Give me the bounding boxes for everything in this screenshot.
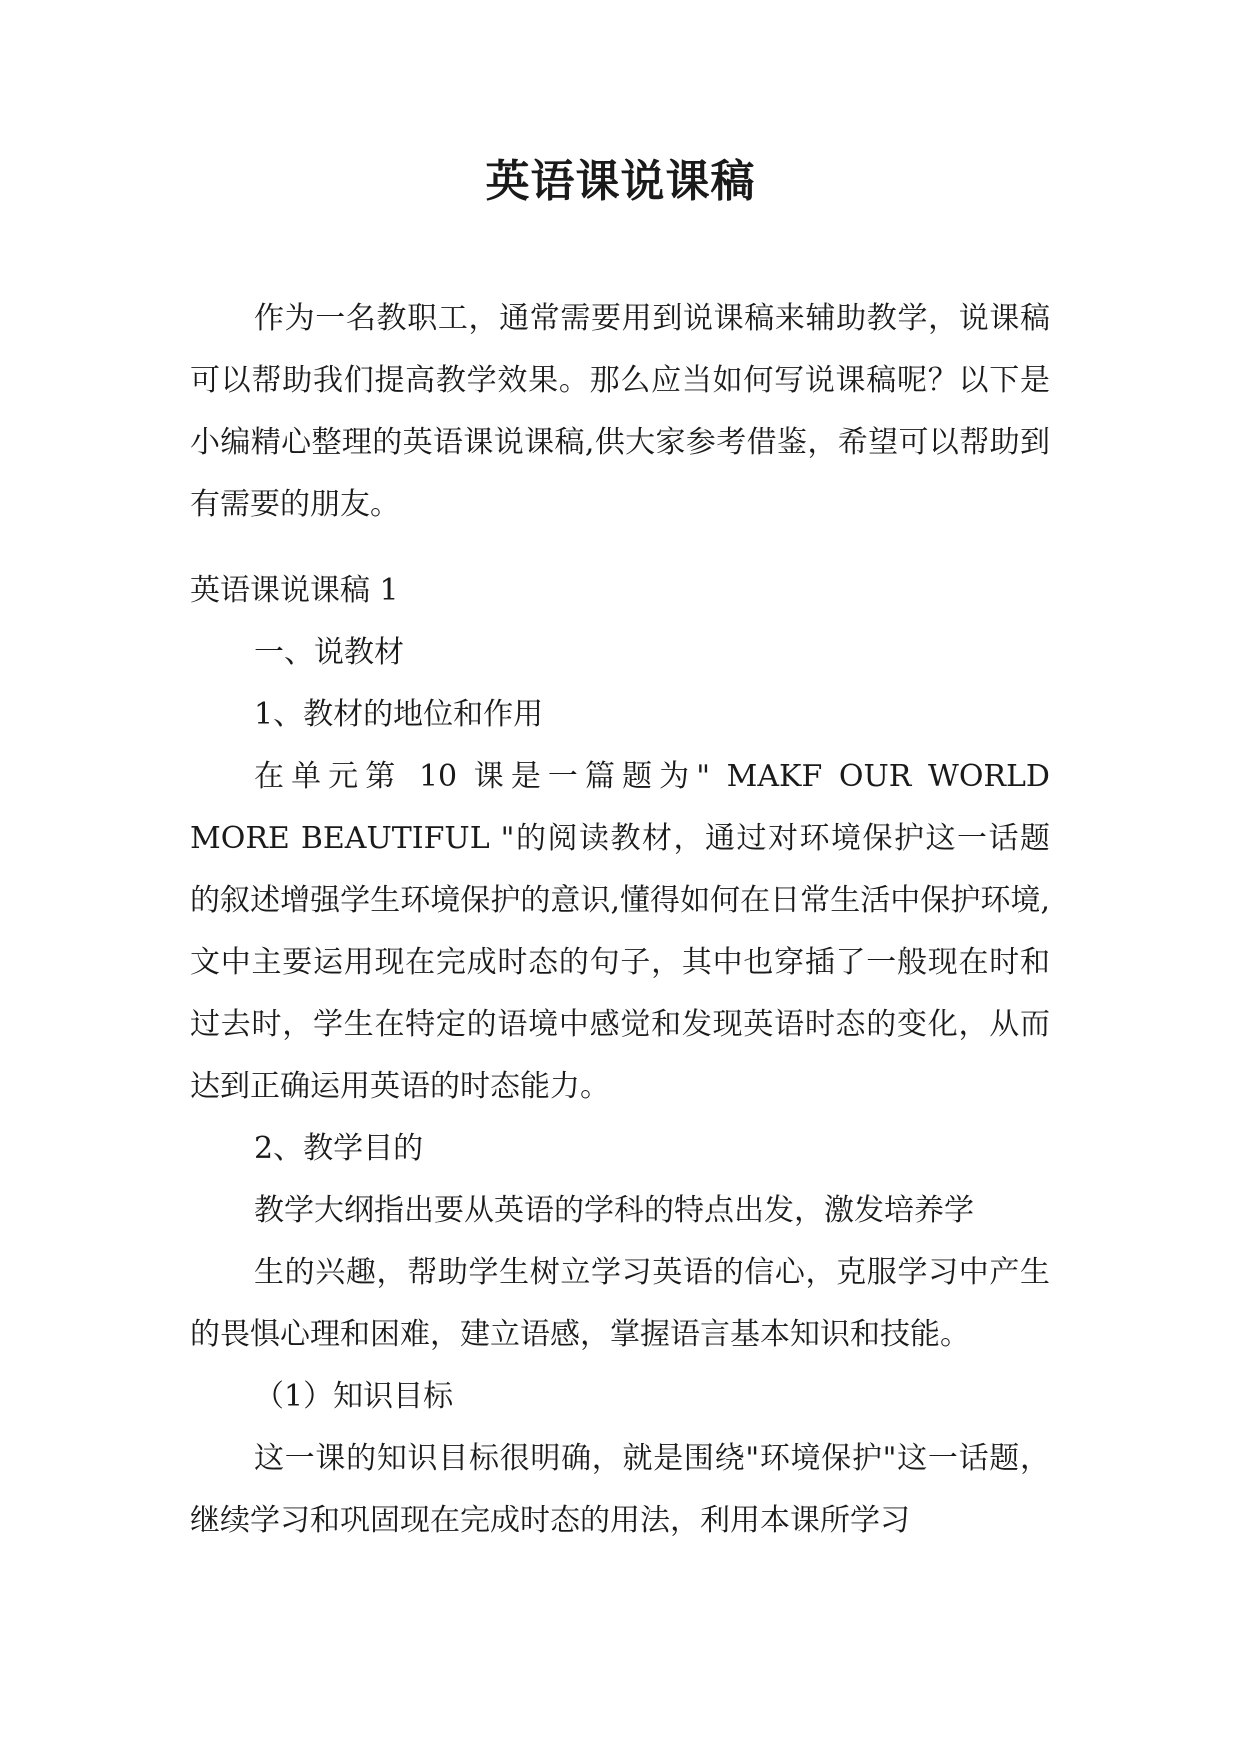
paragraph-knowledge-goal: 这一课的知识目标很明确，就是围绕"环境保护"这一话题，继续学习和巩固现在完成时态的用法，利用本课所学习 bbox=[190, 1441, 1050, 1538]
paragraph-purpose-rest: 生的兴趣，帮助学生树立学习英语的信心，克服学习中产生的畏惧心理和困难，建立语感，掌握语言基本知识和技能。 bbox=[190, 1255, 1050, 1352]
intro-paragraph: 作为一名教职工，通常需要用到说课稿来辅助教学，说课稿可以帮助我们提高教学效果。那么应当如何写说课稿呢？以下是小编精心整理的英语课说课稿,供大家参考借鉴，希望可以帮助到有需要的朋友。 bbox=[190, 301, 1050, 522]
section-title: 英语课说课稿 1 bbox=[190, 573, 399, 608]
document-body bbox=[190, 288, 1050, 1552]
section-gap bbox=[190, 536, 1050, 560]
heading-knowledge-goal: （1）知识目标 bbox=[254, 1379, 454, 1414]
heading-teaching-material: 一、说教材 bbox=[254, 635, 404, 670]
heading-teaching-purpose: 2、教学目的 bbox=[254, 1131, 424, 1166]
heading-status-role: 1、教材的地位和作用 bbox=[254, 697, 544, 732]
paragraph-status-role: 在单元第 10 课是一篇题为" MAKF OUR WORLD MORE BEAUTIFUL "的阅读教材，通过对环境保护这一话题的叙述增强学生环境保护的意识,懂得如何在日常生活中保护环境,文中主要运用现在完成时态的句子，其中也穿插了一般现在时和过去时，学生在特定的语境中感觉和发现英语时态的变化，从而达到正确运用英语的时态能力。 bbox=[190, 759, 1050, 1104]
document-title: 英语课说课稿 bbox=[485, 156, 756, 207]
paragraph-purpose-line1: 教学大纲指出要从英语的学科的特点出发，激发培养学 bbox=[254, 1193, 974, 1228]
